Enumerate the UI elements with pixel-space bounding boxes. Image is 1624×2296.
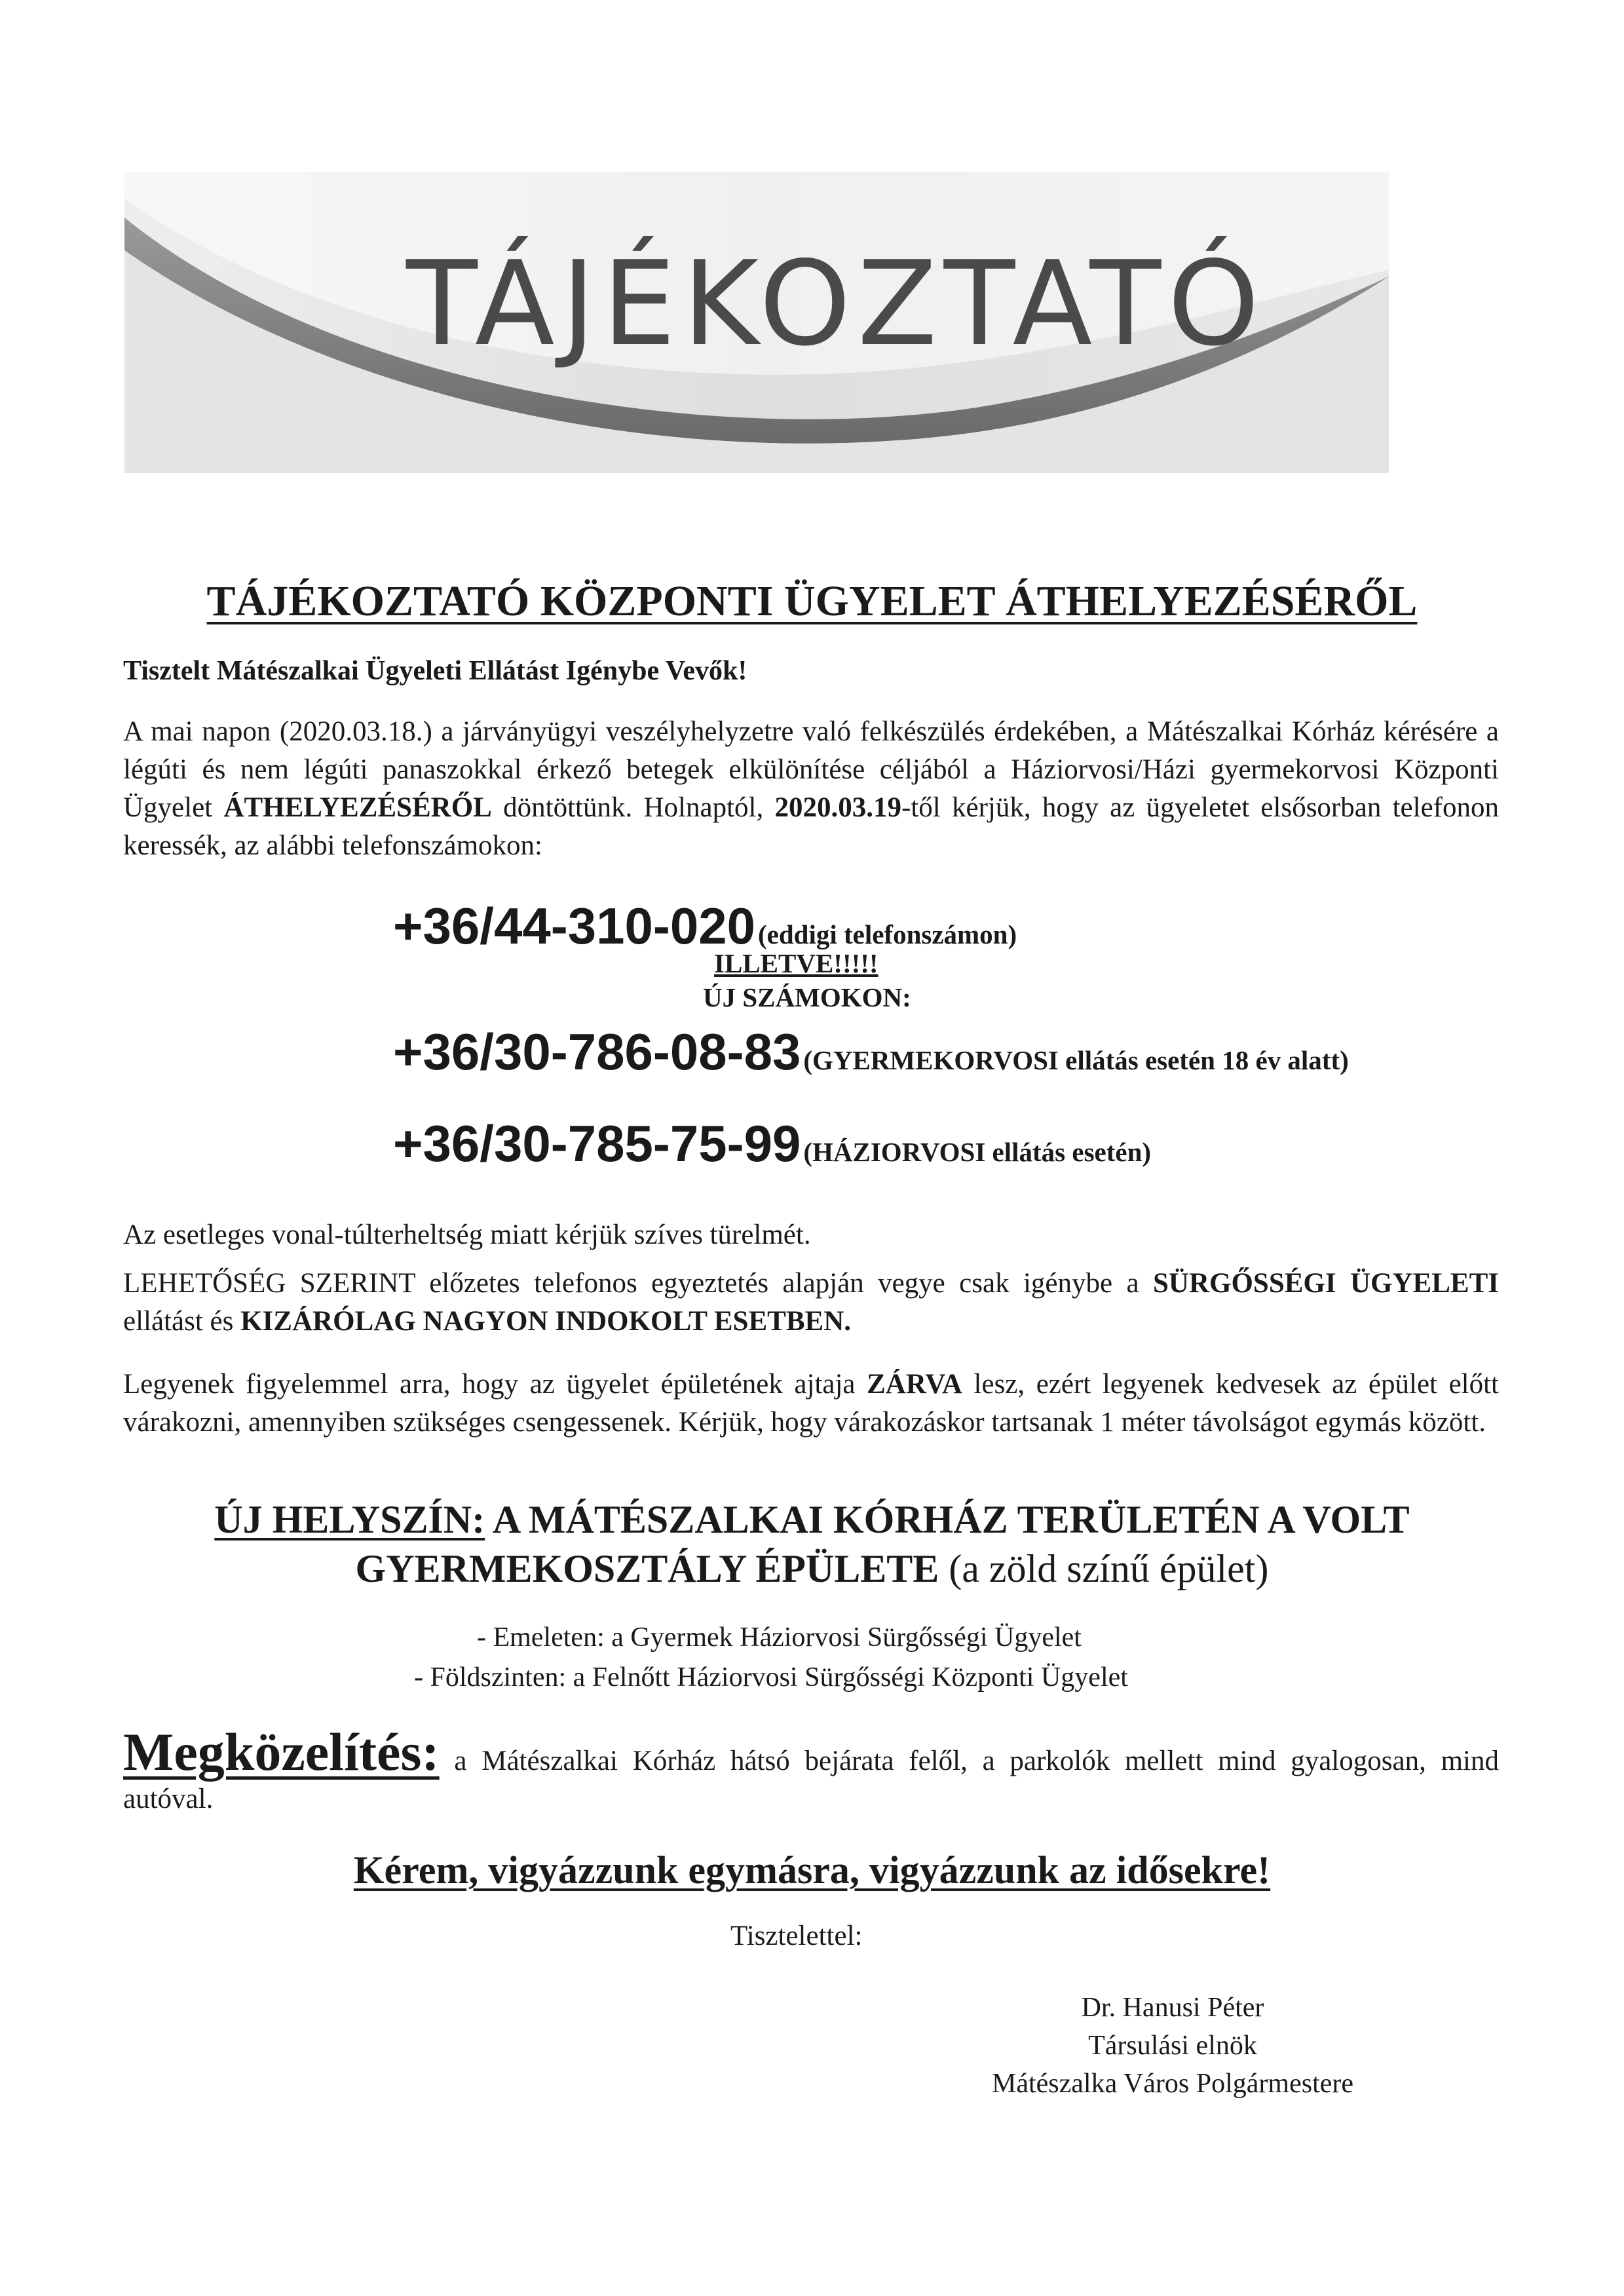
- regards: Tisztelettel:: [730, 1921, 863, 1951]
- signature-name: Dr. Hanusi Péter: [1081, 1993, 1264, 2023]
- possibility-bold-2: KIZÁRÓLAG NAGYON INDOKOLT ESETBEN.: [240, 1306, 851, 1337]
- phone-number-2: +36/30-786-08-83: [393, 1023, 801, 1081]
- location-line-1: [0, 1497, 1624, 1542]
- intro-text-3: -től kérjük, hogy az ügyeletet elsősorban telefonon keressék, az alábbi telefonszámokon:: [123, 792, 1499, 861]
- new-numbers-label: ÚJ SZÁMOKON:: [703, 982, 911, 1012]
- phone-line-1: [393, 896, 1017, 956]
- attention-bold-1: ZÁRVA: [867, 1369, 962, 1400]
- phone-line-2: [393, 1022, 1349, 1082]
- location-text-1: A MÁTÉSZALKAI KÓRHÁZ TERÜLETÉN A VOLT: [485, 1498, 1410, 1541]
- phone-number-1: +36/44-310-020: [393, 897, 755, 955]
- possibility-paragraph: [123, 1265, 1499, 1341]
- signature-office: Mátészalka Város Polgármestere: [991, 2069, 1354, 2099]
- intro-paragraph: [123, 713, 1499, 865]
- phone-number-3: +36/30-785-75-99: [393, 1115, 801, 1172]
- patience-paragraph: Az esetleges vonal-túlterheltség miatt kérjük szíves türelmét.: [123, 1219, 811, 1250]
- floor-item-upper: - Emeleten: a Gyermek Háziorvosi Sürgősségi Ügyelet: [477, 1622, 1082, 1653]
- phone-line-3: [393, 1114, 1151, 1174]
- intro-text-2: döntöttünk. Holnaptól,: [491, 792, 775, 823]
- location-line-2: [0, 1546, 1624, 1592]
- phone-note-2: (GYERMEKORVOSI ellátás esetén 18 év alatt): [803, 1045, 1349, 1075]
- approach-paragraph: [123, 1722, 1499, 1818]
- location-note: (a zöld színű épület): [939, 1547, 1269, 1590]
- possibility-bold-1: SÜRGŐSSÉGI ÜGYELETI: [1152, 1268, 1499, 1299]
- possibility-text-1: LEHETŐSÉG SZERINT előzetes telefonos egyeztetés alapján vegye csak igénybe a: [123, 1268, 1153, 1299]
- floor-item-ground: - Földszinten: a Felnőtt Háziorvosi Sürgősségi Központi Ügyelet: [414, 1662, 1128, 1693]
- intro-text-1: A mai napon (2020.03.18.) a járványügyi veszélyhelyzetre való felkészülés érdekében, a Mátészalkai Kórház kérésére a légúti és nem légúti panaszokkal érkező betegek elkülönítése céljából a Háziorvosi/Házi gyermekorvosi Központi Ügyelet: [123, 716, 1499, 823]
- phone-note-3: (HÁZIORVOSI ellátás esetén): [803, 1137, 1152, 1167]
- location-text-2: GYERMEKOSZTÁLY ÉPÜLETE: [355, 1547, 939, 1590]
- phone-note-1: (eddigi telefonszámon): [757, 919, 1017, 949]
- closing-message: Kérem, vigyázzunk egymásra, vigyázzunk az idősekre!: [353, 1848, 1271, 1892]
- header-banner: [124, 172, 1389, 473]
- attention-paragraph: [123, 1366, 1499, 1442]
- intro-bold-2: 2020.03.19: [774, 792, 901, 823]
- intro-bold-1: ÁTHELYEZÉSÉRŐL: [223, 792, 492, 823]
- approach-text: a Mátészalkai Kórház hátsó bejárata felől, a parkolók mellett mind gyalogosan, mind autóval.: [123, 1746, 1499, 1814]
- page-title: TÁJÉKOZTATÓ KÖZPONTI ÜGYELET ÁTHELYEZÉSÉRŐL: [206, 577, 1418, 625]
- signature-title: Társulási elnök: [1088, 2031, 1257, 2061]
- greeting: Tisztelt Mátészalkai Ügyeleti Ellátást Igénybe Vevők!: [123, 656, 747, 686]
- approach-label: Megközelítés:: [123, 1722, 440, 1782]
- possibility-text-2: ellátást és: [123, 1306, 241, 1337]
- attention-text-1: Legyenek figyelemmel arra, hogy az ügyelet épületének ajtaja: [123, 1369, 867, 1400]
- illetve-label: ILLETVE!!!!!: [714, 948, 878, 978]
- attention-text-2: lesz, ezért legyenek kedvesek az épület előtt várakozni, amennyiben szükséges csengessenek. Kérjük, hogy várakozáskor tartsanak 1 méter távolságot egymás között.: [123, 1369, 1499, 1438]
- banner-title: TÁJÉKOZTATÓ: [406, 236, 1266, 372]
- location-label: ÚJ HELYSZÍN:: [214, 1498, 485, 1541]
